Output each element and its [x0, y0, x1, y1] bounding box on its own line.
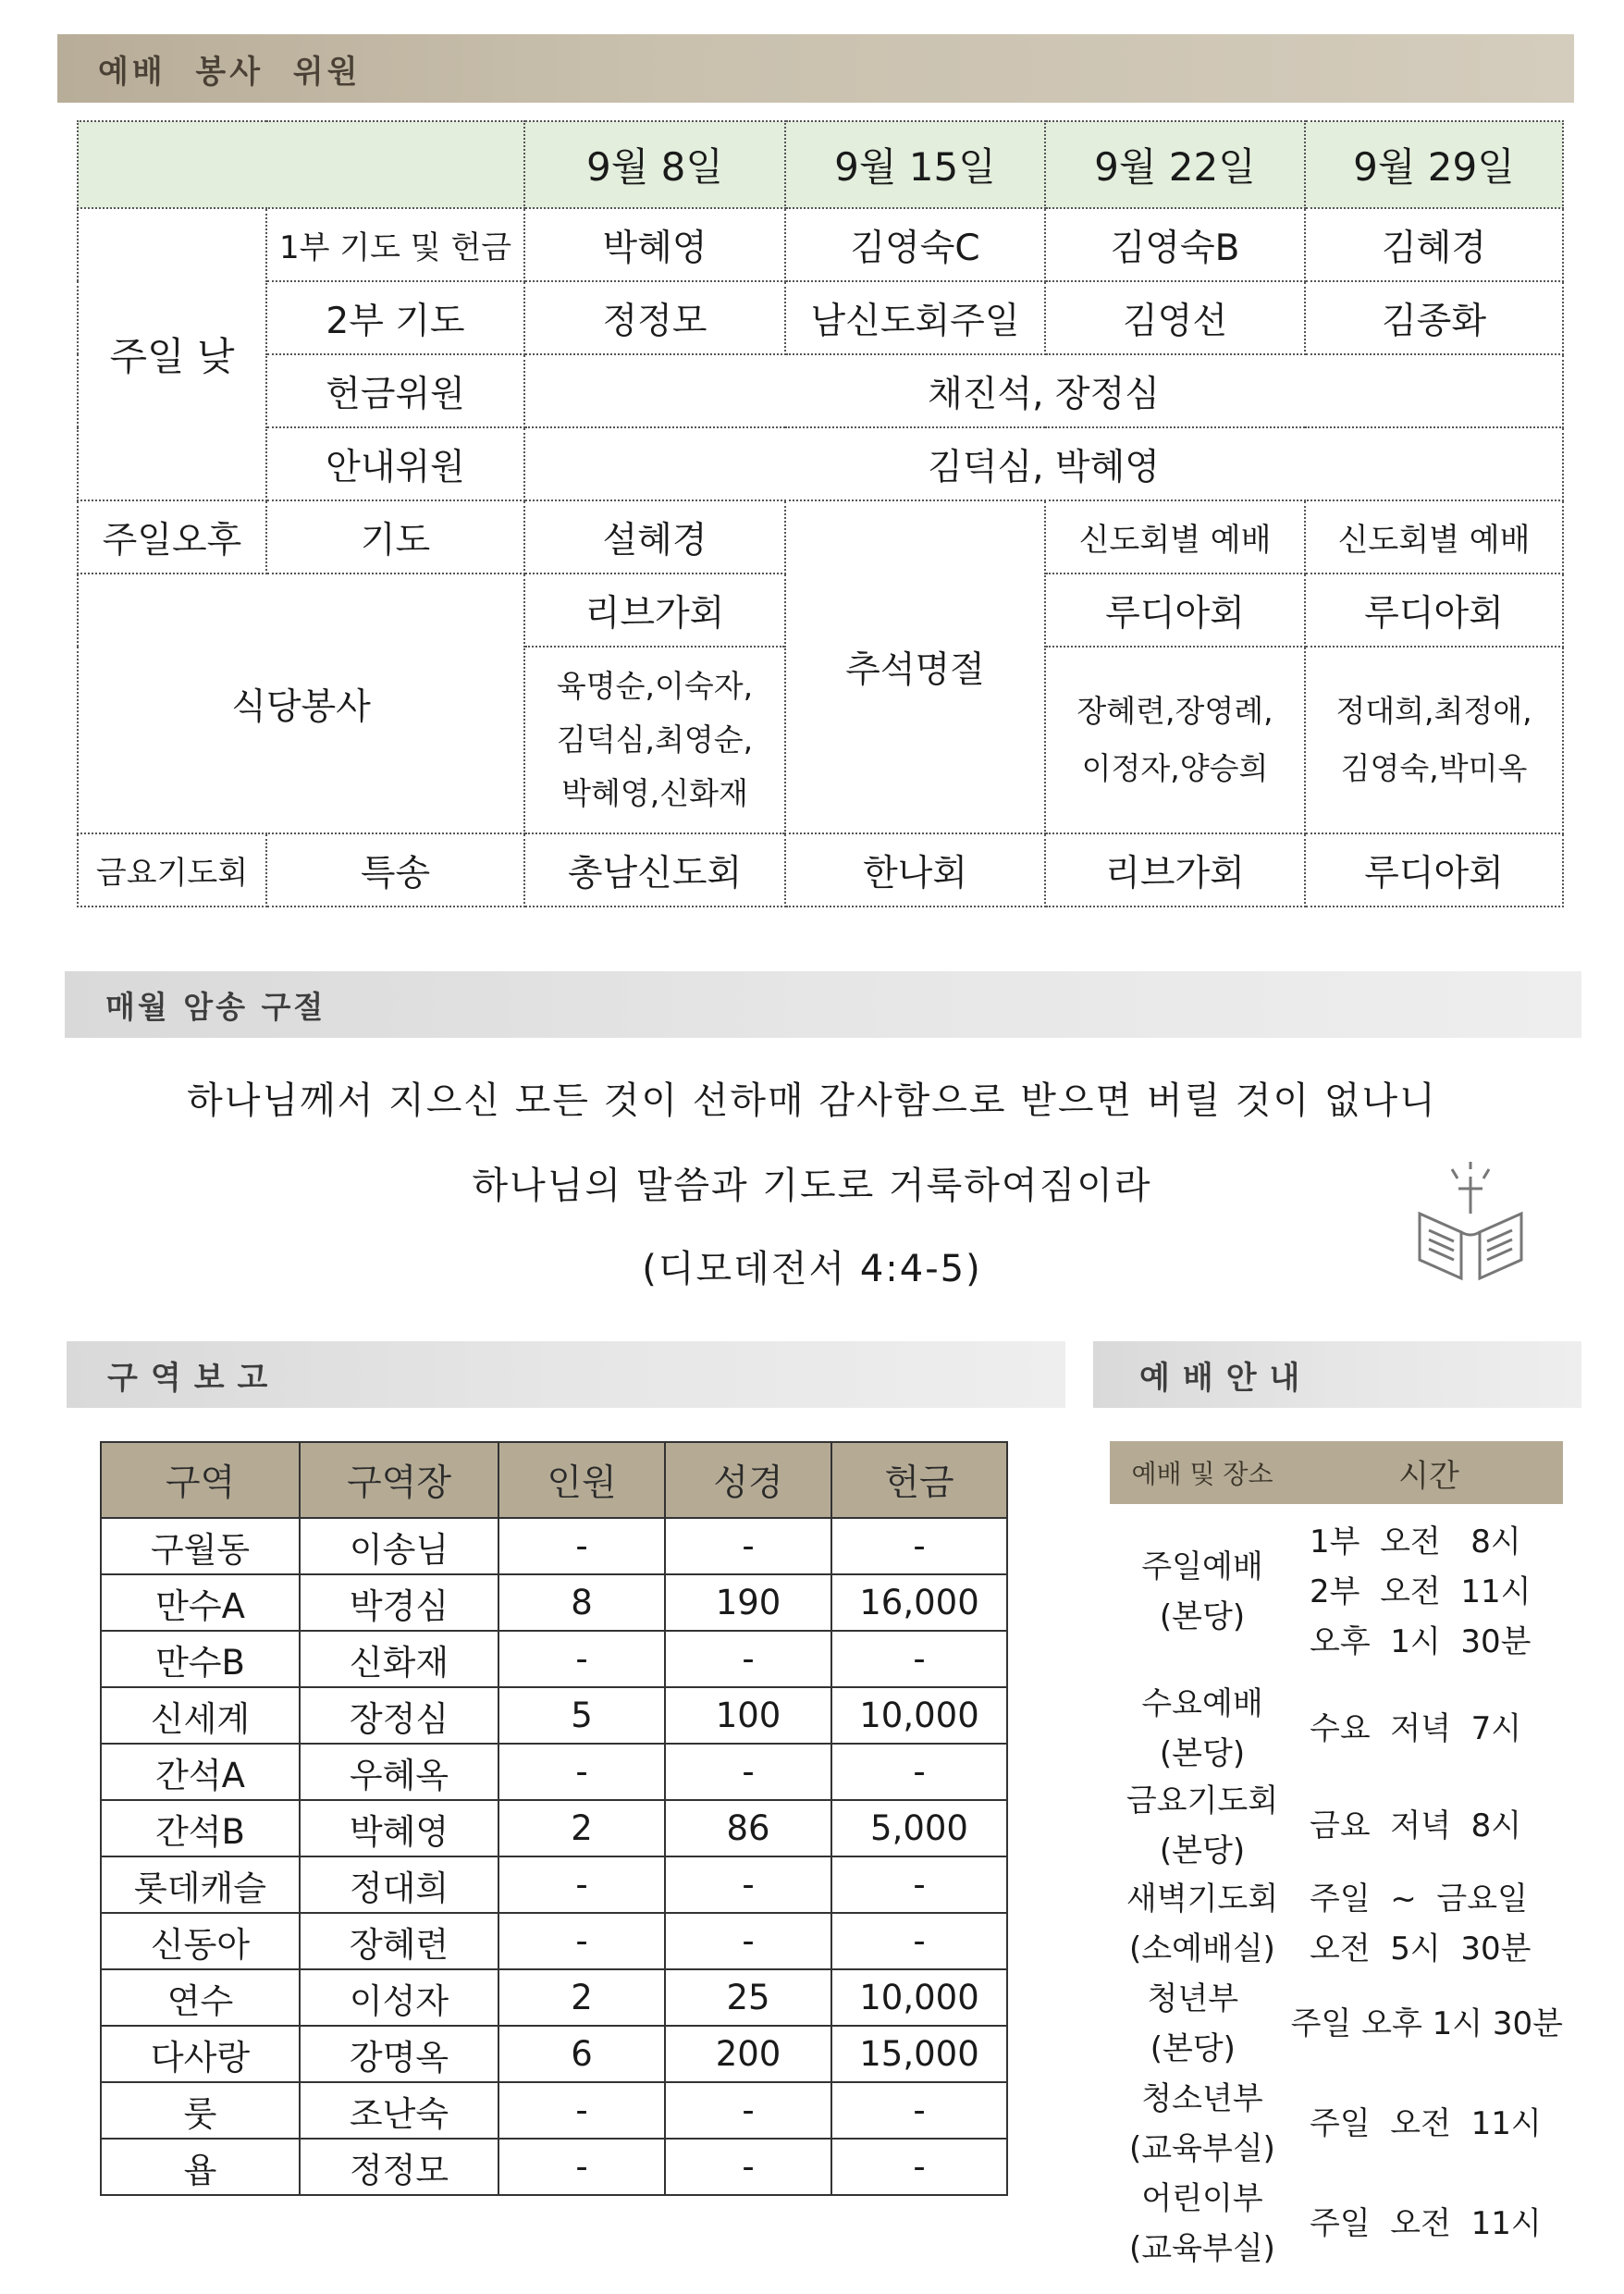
place-line: (교육부실) [1129, 2130, 1275, 2167]
place-line: 주일예배 [1141, 1548, 1263, 1585]
worship-row [1110, 1874, 1563, 1974]
cell: 남신도회주일 [785, 281, 1045, 354]
cell: 한나회 [785, 833, 1045, 906]
cell: 김종화 [1305, 281, 1563, 354]
date-cell: 9월 29일 [1305, 121, 1563, 208]
worship-row [1110, 2074, 1563, 2174]
serve-header-blank [78, 121, 524, 208]
table-cell: 정정모 [300, 2139, 498, 2195]
table-cell: - [498, 1744, 665, 1800]
worship-place [1110, 2174, 1295, 2274]
time-line: 주일 오전 11시 [1310, 2105, 1542, 2142]
cell: 채진석, 장정심 [524, 354, 1563, 427]
time-line: 주일 오전 11시 [1310, 2205, 1542, 2242]
table-cell: - [498, 2082, 665, 2139]
table-cell: 5 [498, 1687, 665, 1744]
worship-title: 예배안내 [1139, 1359, 1313, 1397]
table-row [101, 1518, 1007, 1574]
row-label: 특송 [266, 833, 524, 906]
table-cell: 룻 [101, 2082, 300, 2139]
place-line: (본당) [1159, 1832, 1246, 1869]
table-cell: 15,000 [831, 2026, 1007, 2082]
place-line: (본당) [1150, 2030, 1236, 2067]
verse-line-1: 하나님께서 지으신 모든 것이 선하매 감사함으로 받으면 버릴 것이 없나니 [187, 1079, 1437, 1122]
table-cell: - [498, 1518, 665, 1574]
row-label: 2부 기도 [266, 281, 524, 354]
worship-body [1110, 1504, 1563, 2274]
name-line: 정대희,최정애, [1335, 693, 1532, 729]
worship-time [1295, 2099, 1563, 2149]
table-cell: - [498, 1856, 665, 1913]
names-cell [1305, 647, 1563, 833]
table-cell: 박경심 [300, 1574, 498, 1631]
worship-place [1110, 1776, 1295, 1876]
table-cell: 10,000 [831, 1687, 1007, 1744]
table-cell: - [665, 1856, 831, 1913]
group-label: 금요기도회 [78, 833, 266, 906]
table-cell: - [831, 2082, 1007, 2139]
table-cell: 장혜련 [300, 1913, 498, 1969]
table-cell: 간석B [101, 1800, 300, 1856]
names-cell [524, 647, 785, 833]
worship-row [1110, 1504, 1563, 1680]
region-table [100, 1441, 1008, 2196]
table-cell: 만수B [101, 1631, 300, 1687]
time-line: 주일 오후 1시 30분 [1290, 2005, 1563, 2042]
cell: 총남신도회 [524, 833, 785, 906]
place-line: (본당) [1159, 1598, 1246, 1635]
table-row [101, 1744, 1007, 1800]
worship-row [1110, 1680, 1563, 1777]
date-cell: 9월 22일 [1045, 121, 1305, 208]
cell: 리브가회 [1045, 833, 1305, 906]
table-row [101, 2082, 1007, 2139]
region-body [101, 1518, 1007, 2195]
cell: 신도회별 예배 [1045, 500, 1305, 574]
serve-table [77, 120, 1564, 907]
table-cell: 다사랑 [101, 2026, 300, 2082]
table-cell: 2 [498, 1800, 665, 1856]
table-cell: - [665, 1518, 831, 1574]
memory-title: 매월 암송 구절 [105, 988, 326, 1025]
table-row [101, 1687, 1007, 1744]
table-row [101, 1631, 1007, 1687]
table-cell: 강명옥 [300, 2026, 498, 2082]
table-cell: 10,000 [831, 1969, 1007, 2026]
name-line: 김영숙,박미옥 [1340, 750, 1528, 786]
place-line: 수요예배 [1141, 1684, 1263, 1722]
table-cell: 조난숙 [300, 2082, 498, 2139]
open-bible-icon [1406, 1158, 1535, 1288]
table-cell: - [831, 1518, 1007, 1574]
table-cell: - [831, 1744, 1007, 1800]
table-row [101, 2026, 1007, 2082]
place-line: 금요기도회 [1126, 1782, 1279, 1819]
place-line: 어린이부 [1141, 2180, 1263, 2217]
cell: 김영숙C [785, 208, 1045, 281]
worship-row [1110, 1777, 1563, 1874]
col-header: 시간 [1398, 1457, 1459, 1495]
cell: 설혜경 [524, 500, 785, 574]
place-line: (교육부실) [1129, 2230, 1275, 2267]
col-header: 헌금 [831, 1442, 1007, 1518]
names-cell [1045, 647, 1305, 833]
name-line: 이정자,양승희 [1081, 750, 1269, 786]
table-row [101, 1969, 1007, 2026]
region-section-header [67, 1341, 1065, 1408]
table-cell: - [498, 1631, 665, 1687]
kitchen-label: 식당봉사 [78, 574, 524, 833]
cell: 리브가회 [524, 574, 785, 647]
table-cell: 박혜영 [300, 1800, 498, 1856]
name-line: 김덕심,최영순, [556, 722, 754, 758]
serve-header-row [78, 121, 1563, 208]
cell: 신도회별 예배 [1305, 500, 1563, 574]
table-row [101, 1574, 1007, 1631]
table-cell: 만수A [101, 1574, 300, 1631]
table-cell: 86 [665, 1800, 831, 1856]
name-line: 장혜련,장영례, [1077, 693, 1273, 729]
table-cell: - [665, 2139, 831, 2195]
table-cell: 우혜옥 [300, 1744, 498, 1800]
region-header-row [101, 1442, 1007, 1518]
table-cell: - [498, 2139, 665, 2195]
time-line: 2부 오전 11시 [1310, 1573, 1532, 1610]
table-row [101, 2139, 1007, 2195]
sunday-day-label: 주일 낮 [78, 208, 266, 500]
verse-reference: (디모데전서 4:4-5) [642, 1248, 982, 1290]
table-row [101, 1913, 1007, 1969]
table-cell: 신동아 [101, 1913, 300, 1969]
time-line: 주일 ~ 금요일 [1310, 1881, 1528, 1918]
verse-line-2: 하나님의 말씀과 기도로 거룩하여짐이라 [472, 1165, 1152, 1207]
serve-row-afternoon [78, 500, 1563, 574]
table-cell: 100 [665, 1687, 831, 1744]
place-line: 청년부 [1147, 1980, 1239, 2017]
col-header: 인원 [498, 1442, 665, 1518]
group-label: 주일오후 [78, 500, 266, 574]
serve-row-prayer2 [78, 281, 1563, 354]
row-label: 안내위원 [266, 427, 524, 500]
table-cell: 190 [665, 1574, 831, 1631]
date-cell: 9월 8일 [524, 121, 785, 208]
serve-row-prayer1 [78, 208, 1563, 281]
table-cell: - [831, 2139, 1007, 2195]
worship-time [1276, 1999, 1563, 2049]
table-cell: - [665, 1913, 831, 1969]
table-cell: - [665, 1631, 831, 1687]
worship-place [1110, 1679, 1295, 1779]
table-cell: 장정심 [300, 1687, 498, 1744]
cell: 박혜영 [524, 208, 785, 281]
table-cell: 구월동 [101, 1518, 300, 1574]
worship-row [1110, 1974, 1563, 2074]
worship-place [1110, 2074, 1295, 2174]
chuseok-cell: 추석명절 [785, 500, 1045, 833]
table-cell: 정대희 [300, 1856, 498, 1913]
cell: 정정모 [524, 281, 785, 354]
table-cell: - [831, 1913, 1007, 1969]
worship-place [1110, 1974, 1276, 2074]
time-line: 오후 1시 30분 [1310, 1623, 1532, 1660]
worship-time [1295, 1801, 1563, 1851]
table-cell: 이송님 [300, 1518, 498, 1574]
serve-row-offering [78, 354, 1563, 427]
cell: 김영숙B [1045, 208, 1305, 281]
table-cell: 2 [498, 1969, 665, 2026]
cell: 루디아회 [1305, 833, 1563, 906]
col-header: 구역 [101, 1442, 300, 1518]
name-line: 육명순,이숙자, [556, 668, 754, 704]
place-line: 청소년부 [1141, 2080, 1263, 2117]
row-label: 기도 [266, 500, 524, 574]
worship-place [1110, 1542, 1295, 1642]
worship-time [1295, 1874, 1563, 1974]
table-cell: 연수 [101, 1969, 300, 2026]
table-cell: 25 [665, 1969, 831, 2026]
name-line: 박혜영,신화재 [561, 775, 748, 811]
time-line: 수요 저녁 7시 [1310, 1709, 1522, 1747]
table-row [101, 1856, 1007, 1913]
cell: 김혜경 [1305, 208, 1563, 281]
row-label: 헌금위원 [266, 354, 524, 427]
serve-section-header [57, 34, 1574, 103]
table-cell: 롯데캐슬 [101, 1856, 300, 1913]
region-title: 구역보고 [107, 1359, 281, 1397]
table-cell: 신화재 [300, 1631, 498, 1687]
row-label: 1부 기도 및 헌금 [266, 208, 524, 281]
serve-row-friday [78, 833, 1563, 906]
place-line: 새벽기도회 [1126, 1881, 1279, 1918]
worship-time [1295, 2199, 1563, 2249]
worship-place [1110, 1874, 1295, 1974]
table-cell: 신세계 [101, 1687, 300, 1744]
table-cell: 간석A [101, 1744, 300, 1800]
worship-time [1295, 1517, 1563, 1667]
time-line: 오전 5시 30분 [1310, 1930, 1532, 1967]
time-line: 1부 오전 8시 [1310, 1523, 1521, 1560]
table-cell: 6 [498, 2026, 665, 2082]
cell: 김영선 [1045, 281, 1305, 354]
table-cell: 16,000 [831, 1574, 1007, 1631]
serve-title: 예배 봉사 위원 [98, 53, 362, 91]
table-cell: - [665, 1744, 831, 1800]
worship-time [1295, 1704, 1563, 1754]
table-cell: 5,000 [831, 1800, 1007, 1856]
place-line: (본당) [1159, 1734, 1246, 1772]
time-line: 금요 저녁 8시 [1310, 1807, 1522, 1844]
table-row [101, 1800, 1007, 1856]
table-cell: 8 [498, 1574, 665, 1631]
cell: 김덕심, 박혜영 [524, 427, 1563, 500]
cell: 루디아회 [1045, 574, 1305, 647]
date-cell: 9월 15일 [785, 121, 1045, 208]
col-header: 성경 [665, 1442, 831, 1518]
worship-table [1110, 1441, 1563, 2274]
worship-section-header [1093, 1341, 1581, 1408]
worship-header-row [1110, 1441, 1563, 1504]
col-header: 예배 및 장소 [1131, 1459, 1273, 1489]
table-cell: 이성자 [300, 1969, 498, 2026]
table-cell: - [831, 1856, 1007, 1913]
place-line: (소예배실) [1129, 1930, 1275, 1967]
serve-row-usher [78, 427, 1563, 500]
col-header: 구역장 [300, 1442, 498, 1518]
worship-row [1110, 2174, 1563, 2274]
table-cell: - [498, 1913, 665, 1969]
table-cell: 200 [665, 2026, 831, 2082]
table-cell: 욥 [101, 2139, 300, 2195]
cell: 루디아회 [1305, 574, 1563, 647]
memory-section-header [65, 971, 1581, 1038]
table-cell: - [831, 1631, 1007, 1687]
table-cell: - [665, 2082, 831, 2139]
